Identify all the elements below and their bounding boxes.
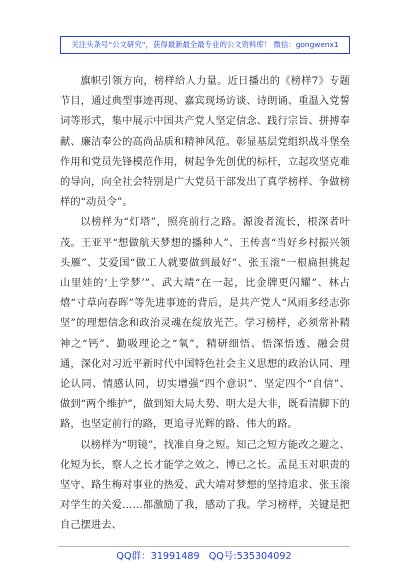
header-banner[interactable]: 关注头条号“公文研究”，获得最新最全最专业的公文资料库！ 微信：gongwenx1 <box>60 36 350 54</box>
paragraph-2: 以榜样为“灯塔”，照亮前行之路。源浚者流长，根深者叶茂。王亚平“想做航天梦想的播种人”、王传喜“当好乡村振兴领头雁”、艾爱国“做工人就要做到最好”、张玉滚“一根扁担挑起山里娃的‘上学梦’”、武大靖“在一起，比金牌更闪耀”、林占熺“寸草向春晖”等先进事迹的背后，是共产党人“风雨多经志弥坚”的理想信念和政治灵魂在绽放光芒。学习榜样，必须常补精神之“钙”、勤吸理论之“氧”，精研细悟、悟深悟透、融会贯通，深化对习近平新时代中国特色社会主义思想的政治认同、理论认同、情感认同，切实增强“四个意识”、坚定四个“自信”、做到“两个维护”，做到知大局大势、明大是大非，既看清脚下的路，也坚定前行的路，更追寻光辉的路、伟大的路。 <box>60 217 350 431</box>
document-body <box>60 72 350 537</box>
footer-qq-group[interactable]: QQ群：31991489 <box>116 551 200 562</box>
footer <box>58 548 350 562</box>
footer-qq-number[interactable]: QQ号:535304092 <box>208 551 292 562</box>
paragraph-3: 以榜样为“明镜”，找准自身之短。知己之短方能改之避之、化短为长，察人之长才能学之效之、博已之长。孟昆玉对职责的坚守、路生梅对事业的热爱、武大靖对梦想的坚持追求、张玉滚对学生的关爱……都激励了我，感动了我。学习榜样，关键是把自己摆进去、 <box>60 439 350 532</box>
footer-rule <box>58 546 350 547</box>
paragraph-1: 旗帜引领方向，榜样给人力量。近日播出的《榜样7》专题节目，通过典型事迹再现、嘉宾现场访谈、诗朗诵、重温入党誓词等形式，集中展示中国共产党人坚定信念、践行宗旨、拼搏奉献、廉洁奉公的高尚品质和精神风范。彰显基层党组织战斗堡垒作用和党员先锋模范作用，树起争先创优的标杆，立起攻坚克难的导向，向全社会特别是广大党员干部发出了真学榜样、争做榜样的“动员令”。 <box>60 76 350 209</box>
